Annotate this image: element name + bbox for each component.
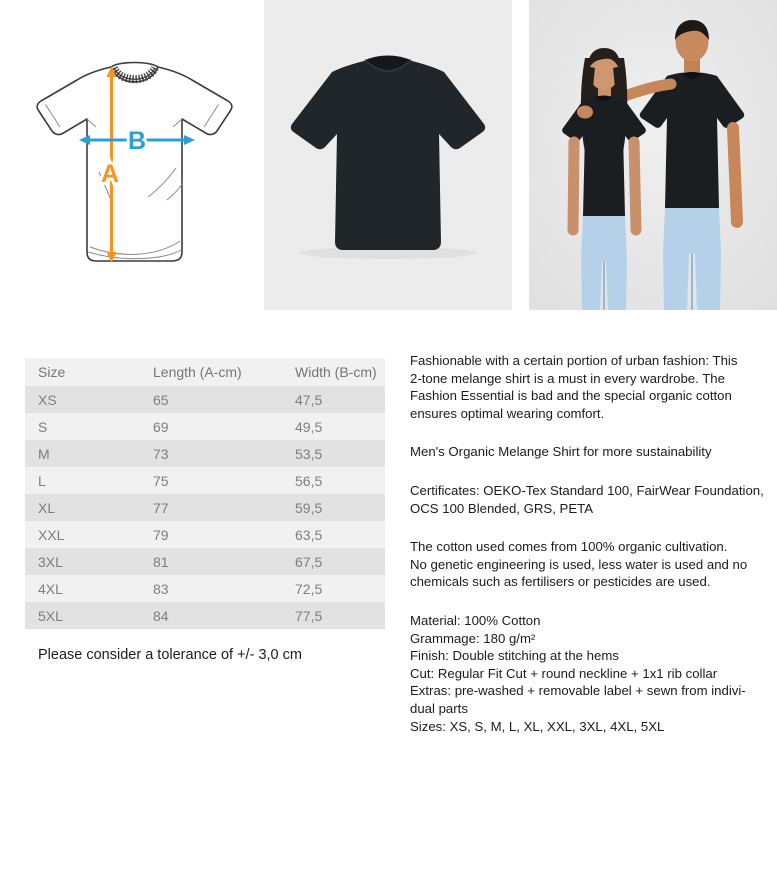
certificates-paragraph: Certificates: OEKO-Tex Standard 100, FairWear Foundation, OCS 100 Blended, GRS, PETA <box>410 482 764 516</box>
width-cell: 77,5 <box>282 602 385 629</box>
size-cell: 5XL <box>25 602 140 629</box>
length-cell: 75 <box>140 467 282 494</box>
hand <box>577 106 593 119</box>
size-cell: L <box>25 467 140 494</box>
black-tshirt-image <box>264 0 512 310</box>
column-header-length: Length (A-cm) <box>140 358 282 386</box>
table-row-xl <box>25 494 385 521</box>
table-row-xxl <box>25 521 385 548</box>
column-header-size: Size <box>25 358 140 386</box>
spec-extras: Extras: pre-washed + removable label + sewn from indivi- <box>410 683 746 699</box>
size-cell: M <box>25 440 140 467</box>
size-cell: XXL <box>25 521 140 548</box>
product-description <box>410 352 777 735</box>
table-row-4xl <box>25 575 385 602</box>
table-row-l <box>25 467 385 494</box>
length-cell: 79 <box>140 521 282 548</box>
models-photo-panel <box>529 0 777 310</box>
length-cell: 69 <box>140 413 282 440</box>
width-cell: 53,5 <box>282 440 385 467</box>
length-cell: 81 <box>140 548 282 575</box>
length-cell: 65 <box>140 386 282 413</box>
description-intro-paragraph: Fashionable with a certain portion of urban fashion: This 2-tone melange shirt is a must in every wardrobe. The Fashion Essential is bad and the special organic cotton ensures optimal wearing comfort. <box>410 353 738 421</box>
length-cell: 83 <box>140 575 282 602</box>
size-table <box>25 358 385 629</box>
table-row-m <box>25 440 385 467</box>
table-row-xs <box>25 386 385 413</box>
size-cell: 3XL <box>25 548 140 575</box>
measurement-diagram-panel <box>0 0 264 310</box>
spec-sizes: Sizes: XS, S, M, L, XL, XXL, 3XL, 4XL, 5XL <box>410 718 665 734</box>
table-row-3xl <box>25 548 385 575</box>
size-cell: S <box>25 413 140 440</box>
product-photo-panel <box>264 0 512 310</box>
specs-paragraph <box>410 612 777 735</box>
column-header-width: Width (B-cm) <box>282 358 385 386</box>
spec-grammage: Grammage: 180 g/m² <box>410 630 536 646</box>
width-cell: 67,5 <box>282 548 385 575</box>
cotton-paragraph: The cotton used comes from 100% organic cultivation. No genetic engineering is used, less water is used and no chemicals such as fertilisers or pesticides are used. <box>410 539 748 590</box>
size-cell: XL <box>25 494 140 521</box>
spec-finish: Finish: Double stitching at the hems <box>410 648 619 664</box>
width-cell: 72,5 <box>282 575 385 602</box>
length-cell: 84 <box>140 602 282 629</box>
length-cell: 77 <box>140 494 282 521</box>
table-row-5xl <box>25 602 385 629</box>
tshirt-outline-drawing <box>37 63 232 262</box>
width-cell: 49,5 <box>282 413 385 440</box>
size-table-header-row <box>25 358 385 386</box>
size-cell: XS <box>25 386 140 413</box>
tshirt-measurement-diagram <box>0 0 264 310</box>
width-cell: 56,5 <box>282 467 385 494</box>
length-label: A <box>100 160 120 188</box>
spec-cut: Cut: Regular Fit Cut + round neckline + 1x1 rib collar <box>410 665 718 681</box>
spec-extras-2: dual parts <box>410 700 468 716</box>
size-cell: 4XL <box>25 575 140 602</box>
width-cell: 59,5 <box>282 494 385 521</box>
spec-material: Material: 100% Cotton <box>410 612 541 628</box>
table-row-s <box>25 413 385 440</box>
width-label: B <box>127 127 147 155</box>
models-wearing-shirts-image <box>529 0 777 310</box>
length-cell: 73 <box>140 440 282 467</box>
width-cell: 63,5 <box>282 521 385 548</box>
tolerance-note: Please consider a tolerance of +/- 3,0 cm <box>38 647 302 663</box>
width-cell: 47,5 <box>282 386 385 413</box>
sustainability-line: Men's Organic Melange Shirt for more sustainability <box>410 444 712 460</box>
